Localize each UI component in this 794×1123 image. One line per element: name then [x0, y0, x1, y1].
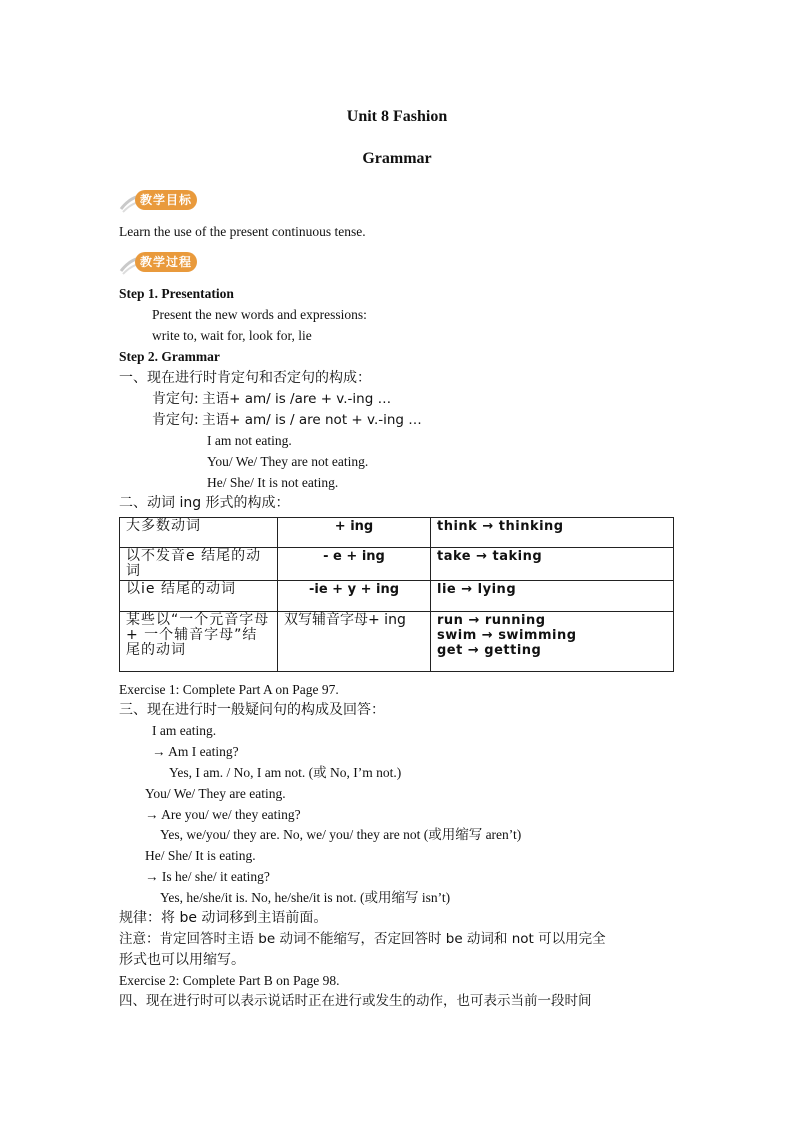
- process-badge-label: 教学过程: [135, 252, 197, 272]
- example-item: lie → lying: [437, 582, 517, 597]
- example-line: Yes, we/you/ they are. No, we/ you/ they are not (或用缩写 aren’t): [160, 827, 522, 842]
- example-item: swim → swimming: [437, 628, 577, 643]
- rule-line: [152, 390, 391, 408]
- section-heading: 二、动词 ing 形式的构成：: [119, 495, 290, 511]
- table-cell-rule: 以ie 结尾的动词: [120, 581, 278, 612]
- example-item: run → running: [437, 613, 546, 628]
- attention-note: 注意：肯定回答时主语 be 动词不能缩写，否定回答时 be 动词和 not 可以用完全: [119, 931, 606, 947]
- table-cell-rule: 某些以“一个元音字母+ 一个辅音字母”结尾的动词: [120, 612, 278, 672]
- example-line: → Is he/ she/ it eating?: [145, 869, 270, 884]
- table-cell-method: -ie + y + ing: [278, 581, 431, 612]
- rule-body: 主语+ am/ is / are not + v.-ing …: [202, 412, 422, 428]
- rule-note: 规律：将 be 动词移到主语前面。: [119, 910, 328, 926]
- example-line: He/ She/ It is eating.: [145, 848, 256, 863]
- page-title: Unit 8 Fashion: [346, 108, 448, 125]
- table-cell-rule: 以不发音e 结尾的动词: [120, 548, 278, 581]
- table-cell-method: - e + ing: [278, 548, 431, 581]
- example-line: → Am I eating?: [152, 744, 239, 759]
- table-cell-examples: [431, 612, 674, 672]
- example-line: Yes, I am. / No, I am not. (或 No, I’m not.): [169, 765, 402, 780]
- example-line: → Are you/ we/ they eating?: [145, 807, 301, 822]
- step2-heading: Step 2. Grammar: [119, 349, 220, 364]
- section-heading: 三、现在进行时一般疑问句的构成及回答：: [119, 702, 385, 718]
- ing-form-table: [119, 517, 674, 672]
- section-heading: 四、现在进行时可以表示说话时正在进行或发生的动作，也可表示当前一段时间: [119, 993, 592, 1009]
- example-item: take → taking: [437, 549, 543, 564]
- table-row: [120, 518, 674, 548]
- table-cell-examples: [431, 518, 674, 548]
- example-item: think → thinking: [437, 519, 564, 534]
- table-row: [120, 548, 674, 581]
- example-line: I am not eating.: [207, 433, 292, 448]
- example-line: He/ She/ It is not eating.: [207, 475, 339, 490]
- step1-line: write to, wait for, look for, lie: [152, 328, 312, 343]
- example-item: get → getting: [437, 643, 542, 658]
- step1-heading: Step 1. Presentation: [119, 286, 234, 301]
- example-line: You/ We/ They are eating.: [145, 786, 286, 801]
- table-cell-examples: [431, 581, 674, 612]
- objectives-text: Learn the use of the present continuous tense.: [119, 224, 366, 239]
- exercise-line: Exercise 1: Complete Part A on Page 97.: [119, 682, 339, 697]
- page-subtitle: Grammar: [362, 150, 432, 167]
- attention-note: 形式也可以用缩写。: [119, 952, 245, 968]
- table-row: [120, 612, 674, 672]
- step1-line: Present the new words and expressions:: [152, 307, 367, 322]
- table-cell-method: 双写辅音字母+ ing: [278, 612, 431, 672]
- table-cell-rule: 大多数动词: [120, 518, 278, 548]
- example-line: I am eating.: [152, 723, 217, 738]
- table-cell-examples: [431, 548, 674, 581]
- rule-body: 主语+ am/ is /are + v.-ing …: [202, 391, 392, 407]
- rule-label: 肯定句:: [152, 391, 199, 407]
- objectives-badge-label: 教学目标: [135, 190, 197, 210]
- exercise-line: Exercise 2: Complete Part B on Page 98.: [119, 973, 340, 988]
- table-cell-method: + ing: [278, 518, 431, 548]
- objectives-badge: [119, 187, 229, 213]
- example-line: Yes, he/she/it is. No, he/she/it is not. (或用缩写 isn’t): [160, 890, 451, 905]
- process-badge: [119, 249, 229, 275]
- rule-label: 肯定句:: [152, 412, 199, 428]
- rule-line: [152, 411, 422, 429]
- example-line: You/ We/ They are not eating.: [207, 454, 369, 469]
- table-row: [120, 581, 674, 612]
- section-heading: 一、现在进行时肯定句和否定句的构成：: [119, 370, 371, 386]
